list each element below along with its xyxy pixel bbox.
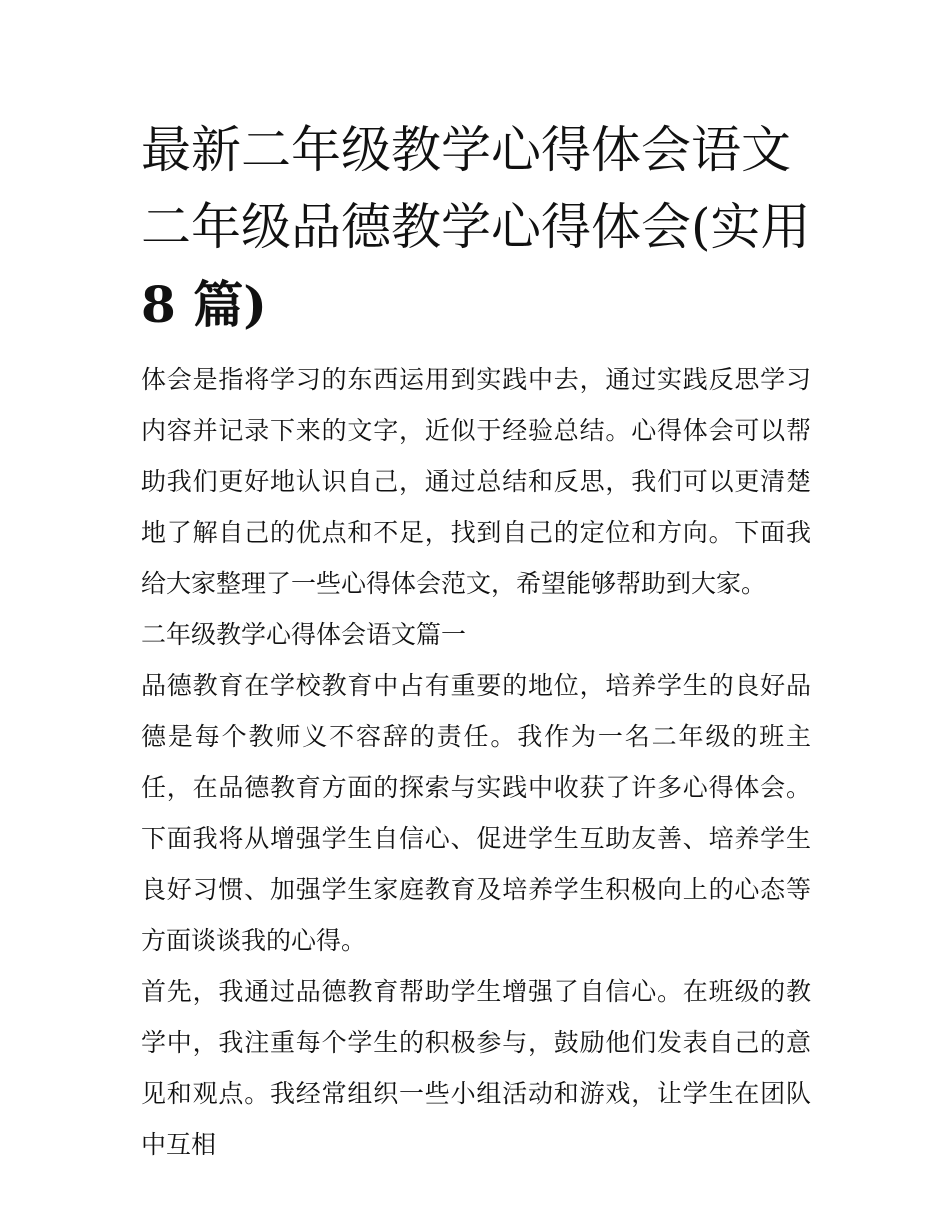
body-paragraph-1: 品德教育在学校教育中占有重要的地位，培养学生的良好品德是每个教师义不容辞的责任。我作为一名二年级的班主任，在品德教育方面的探索与实践中收获了许多心得体会。下面我将从增强学生自信心、促进学生互助友善、培养学生良好习惯、加强学生家庭教育及培养学生积极向上的心态等方面谈谈我的心得。 — [141, 671, 811, 955]
intro-paragraph: 体会是指将学习的东西运用到实践中去，通过实践反思学习内容并记录下来的文字，近似于经验总结。心得体会可以帮助我们更好地认识自己，通过总结和反思，我们可以更清楚地了解自己的优点和不足，找到自己的定位和方向。下面我给大家整理了一些心得体会范文，希望能够帮助到大家。 — [141, 365, 811, 598]
body-paragraph-2: 首先，我通过品德教育帮助学生增强了自信心。在班级的教学中，我注重每个学生的积极参与，鼓励他们发表自己的意见和观点。我经常组织一些小组活动和游戏，让学生在团队中互相 — [141, 977, 811, 1159]
document-title — [141, 112, 811, 344]
title-text-count: 8 篇) — [141, 275, 267, 334]
title-text-chinese: 最新二年级教学心得体会语文二年级品德教学心得体会(实用 — [141, 121, 811, 256]
document-body — [141, 112, 811, 1170]
section-heading: 二年级教学心得体会语文篇一 — [141, 620, 467, 649]
